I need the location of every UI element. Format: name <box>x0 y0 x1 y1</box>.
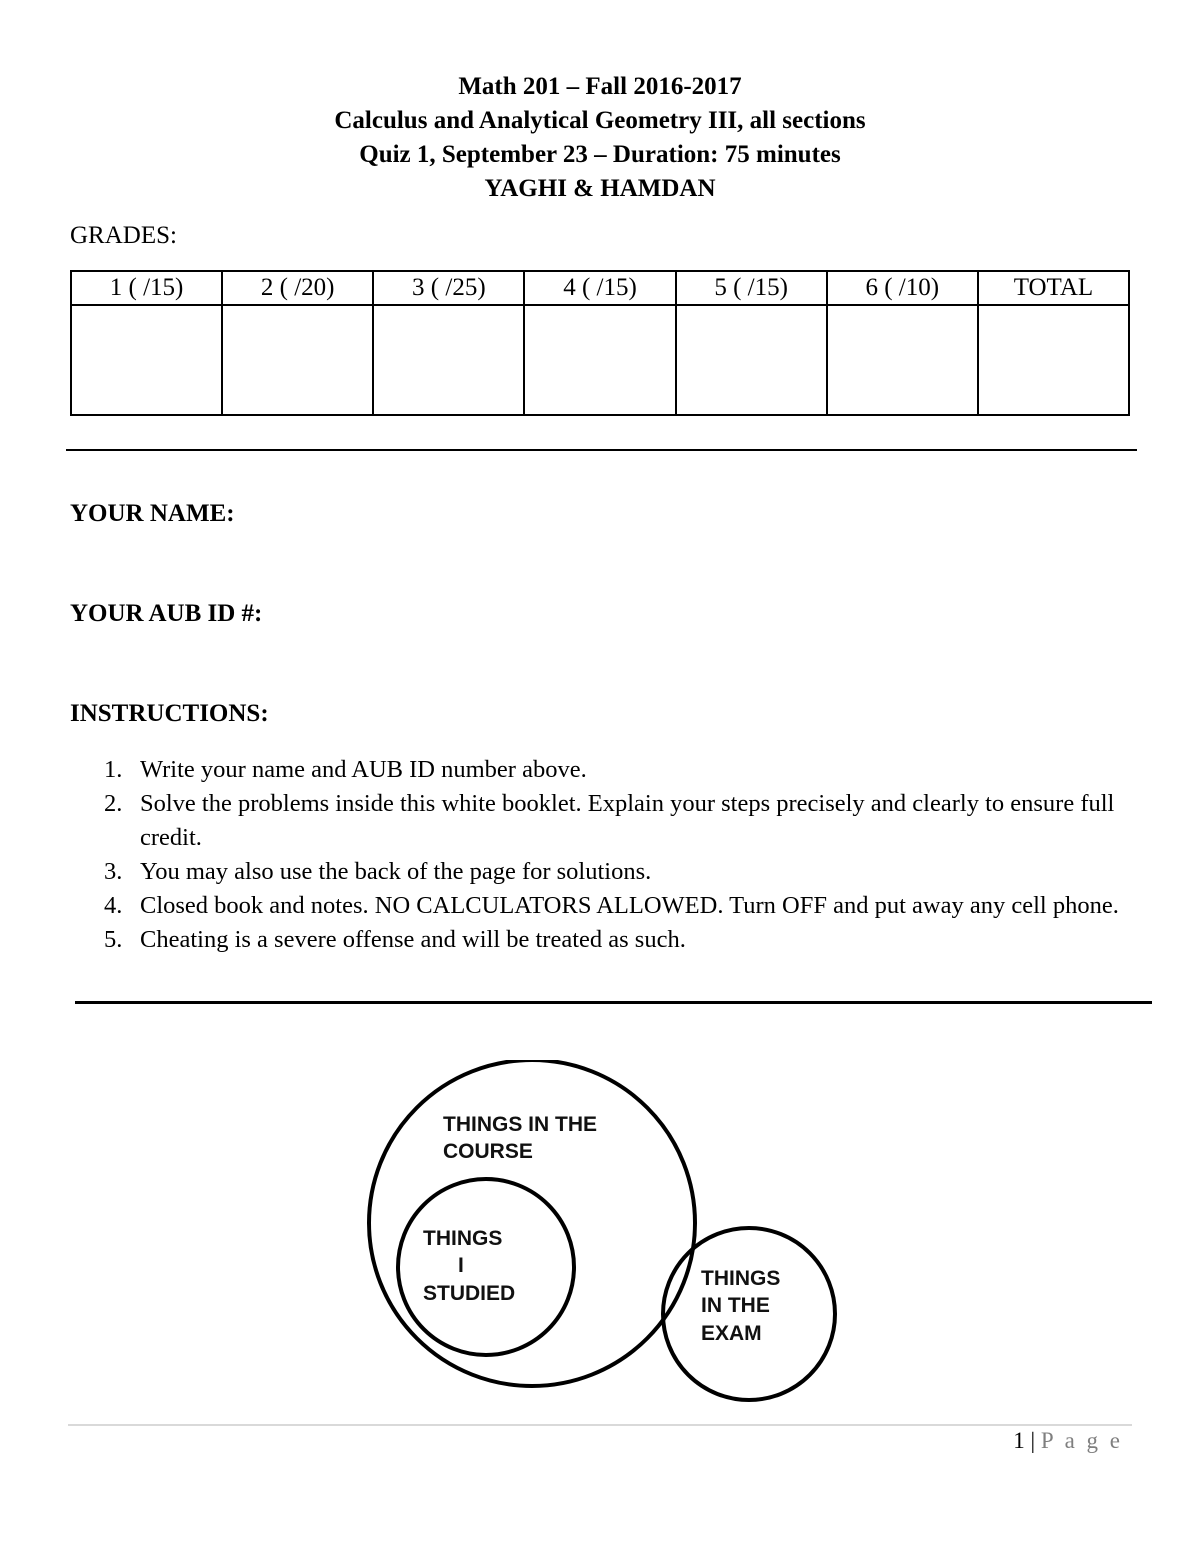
grade-column-header: 4 ( /15) <box>524 271 675 305</box>
grade-cell <box>71 305 222 415</box>
instruction-number: 3. <box>104 858 123 885</box>
instruction-item <box>70 923 1130 957</box>
grade-cell <box>524 305 675 415</box>
grade-column-header: 5 ( /15) <box>676 271 827 305</box>
divider-line <box>66 449 1137 451</box>
grade-cell <box>222 305 373 415</box>
instruction-text: Cheating is a severe offense and will be treated as such. <box>140 926 686 953</box>
instruction-number: 4. <box>104 892 123 919</box>
exam-label-line: IN THE <box>701 1294 770 1317</box>
studied-label-line: I <box>458 1254 464 1277</box>
grades-header-row <box>71 271 1129 305</box>
studied-circle <box>398 1179 574 1355</box>
instruction-text: Write your name and AUB ID number above. <box>140 756 587 783</box>
course-circle <box>369 1060 695 1386</box>
studied-label-line: STUDIED <box>423 1282 516 1305</box>
course-subtitle: Calculus and Analytical Geometry III, all sections <box>334 107 866 134</box>
course-label-line: THINGS IN THE <box>443 1113 598 1136</box>
page-word: P a g e <box>1040 1428 1123 1453</box>
instruction-text: Solve the problems inside this white booklet. Explain your steps precisely and clearly to ensure full credit. <box>140 790 1115 851</box>
instructors: YAGHI & HAMDAN <box>484 175 716 202</box>
studied-label-line: THINGS <box>423 1227 503 1250</box>
course-title: Math 201 – Fall 2016-2017 <box>458 73 742 100</box>
page-footer <box>1013 1428 1123 1454</box>
venn-diagram <box>0 1060 1200 1410</box>
divider-line <box>75 1001 1152 1004</box>
grade-cell <box>827 305 978 415</box>
footer-rule <box>68 1424 1132 1426</box>
instruction-item <box>70 787 1130 855</box>
grades-table <box>70 270 1130 416</box>
course-label-line: COURSE <box>443 1140 533 1163</box>
grades-score-row <box>71 305 1129 415</box>
instruction-item <box>70 753 1130 787</box>
instruction-item <box>70 889 1130 923</box>
name-label: YOUR NAME: <box>70 500 235 527</box>
aub-id-label: YOUR AUB ID #: <box>70 600 263 627</box>
quiz-header <box>0 70 1200 206</box>
instruction-text: You may also use the back of the page for solutions. <box>140 858 652 885</box>
grades-label: GRADES: <box>70 222 177 249</box>
grade-column-header: 6 ( /10) <box>827 271 978 305</box>
grade-column-header: TOTAL <box>978 271 1129 305</box>
instruction-number: 1. <box>104 756 123 783</box>
grade-column-header: 3 ( /25) <box>373 271 524 305</box>
grade-column-header: 1 ( /15) <box>71 271 222 305</box>
exam-label-line: THINGS <box>701 1267 781 1290</box>
quiz-info: Quiz 1, September 23 – Duration: 75 minutes <box>359 141 841 168</box>
grade-cell <box>676 305 827 415</box>
grade-cell <box>978 305 1129 415</box>
instruction-number: 5. <box>104 926 123 953</box>
instruction-text: Closed book and notes. NO CALCULATORS ALLOWED. Turn OFF and put away any cell phone. <box>140 892 1119 919</box>
exam-label-line: EXAM <box>701 1322 762 1345</box>
instructions-heading: INSTRUCTIONS: <box>70 700 269 727</box>
instruction-number: 2. <box>104 790 123 817</box>
page-separator: | <box>1030 1428 1036 1453</box>
page-number: 1 <box>1013 1428 1025 1453</box>
instructions-list <box>70 753 1130 957</box>
grade-cell <box>373 305 524 415</box>
instruction-item <box>70 855 1130 889</box>
grade-column-header: 2 ( /20) <box>222 271 373 305</box>
